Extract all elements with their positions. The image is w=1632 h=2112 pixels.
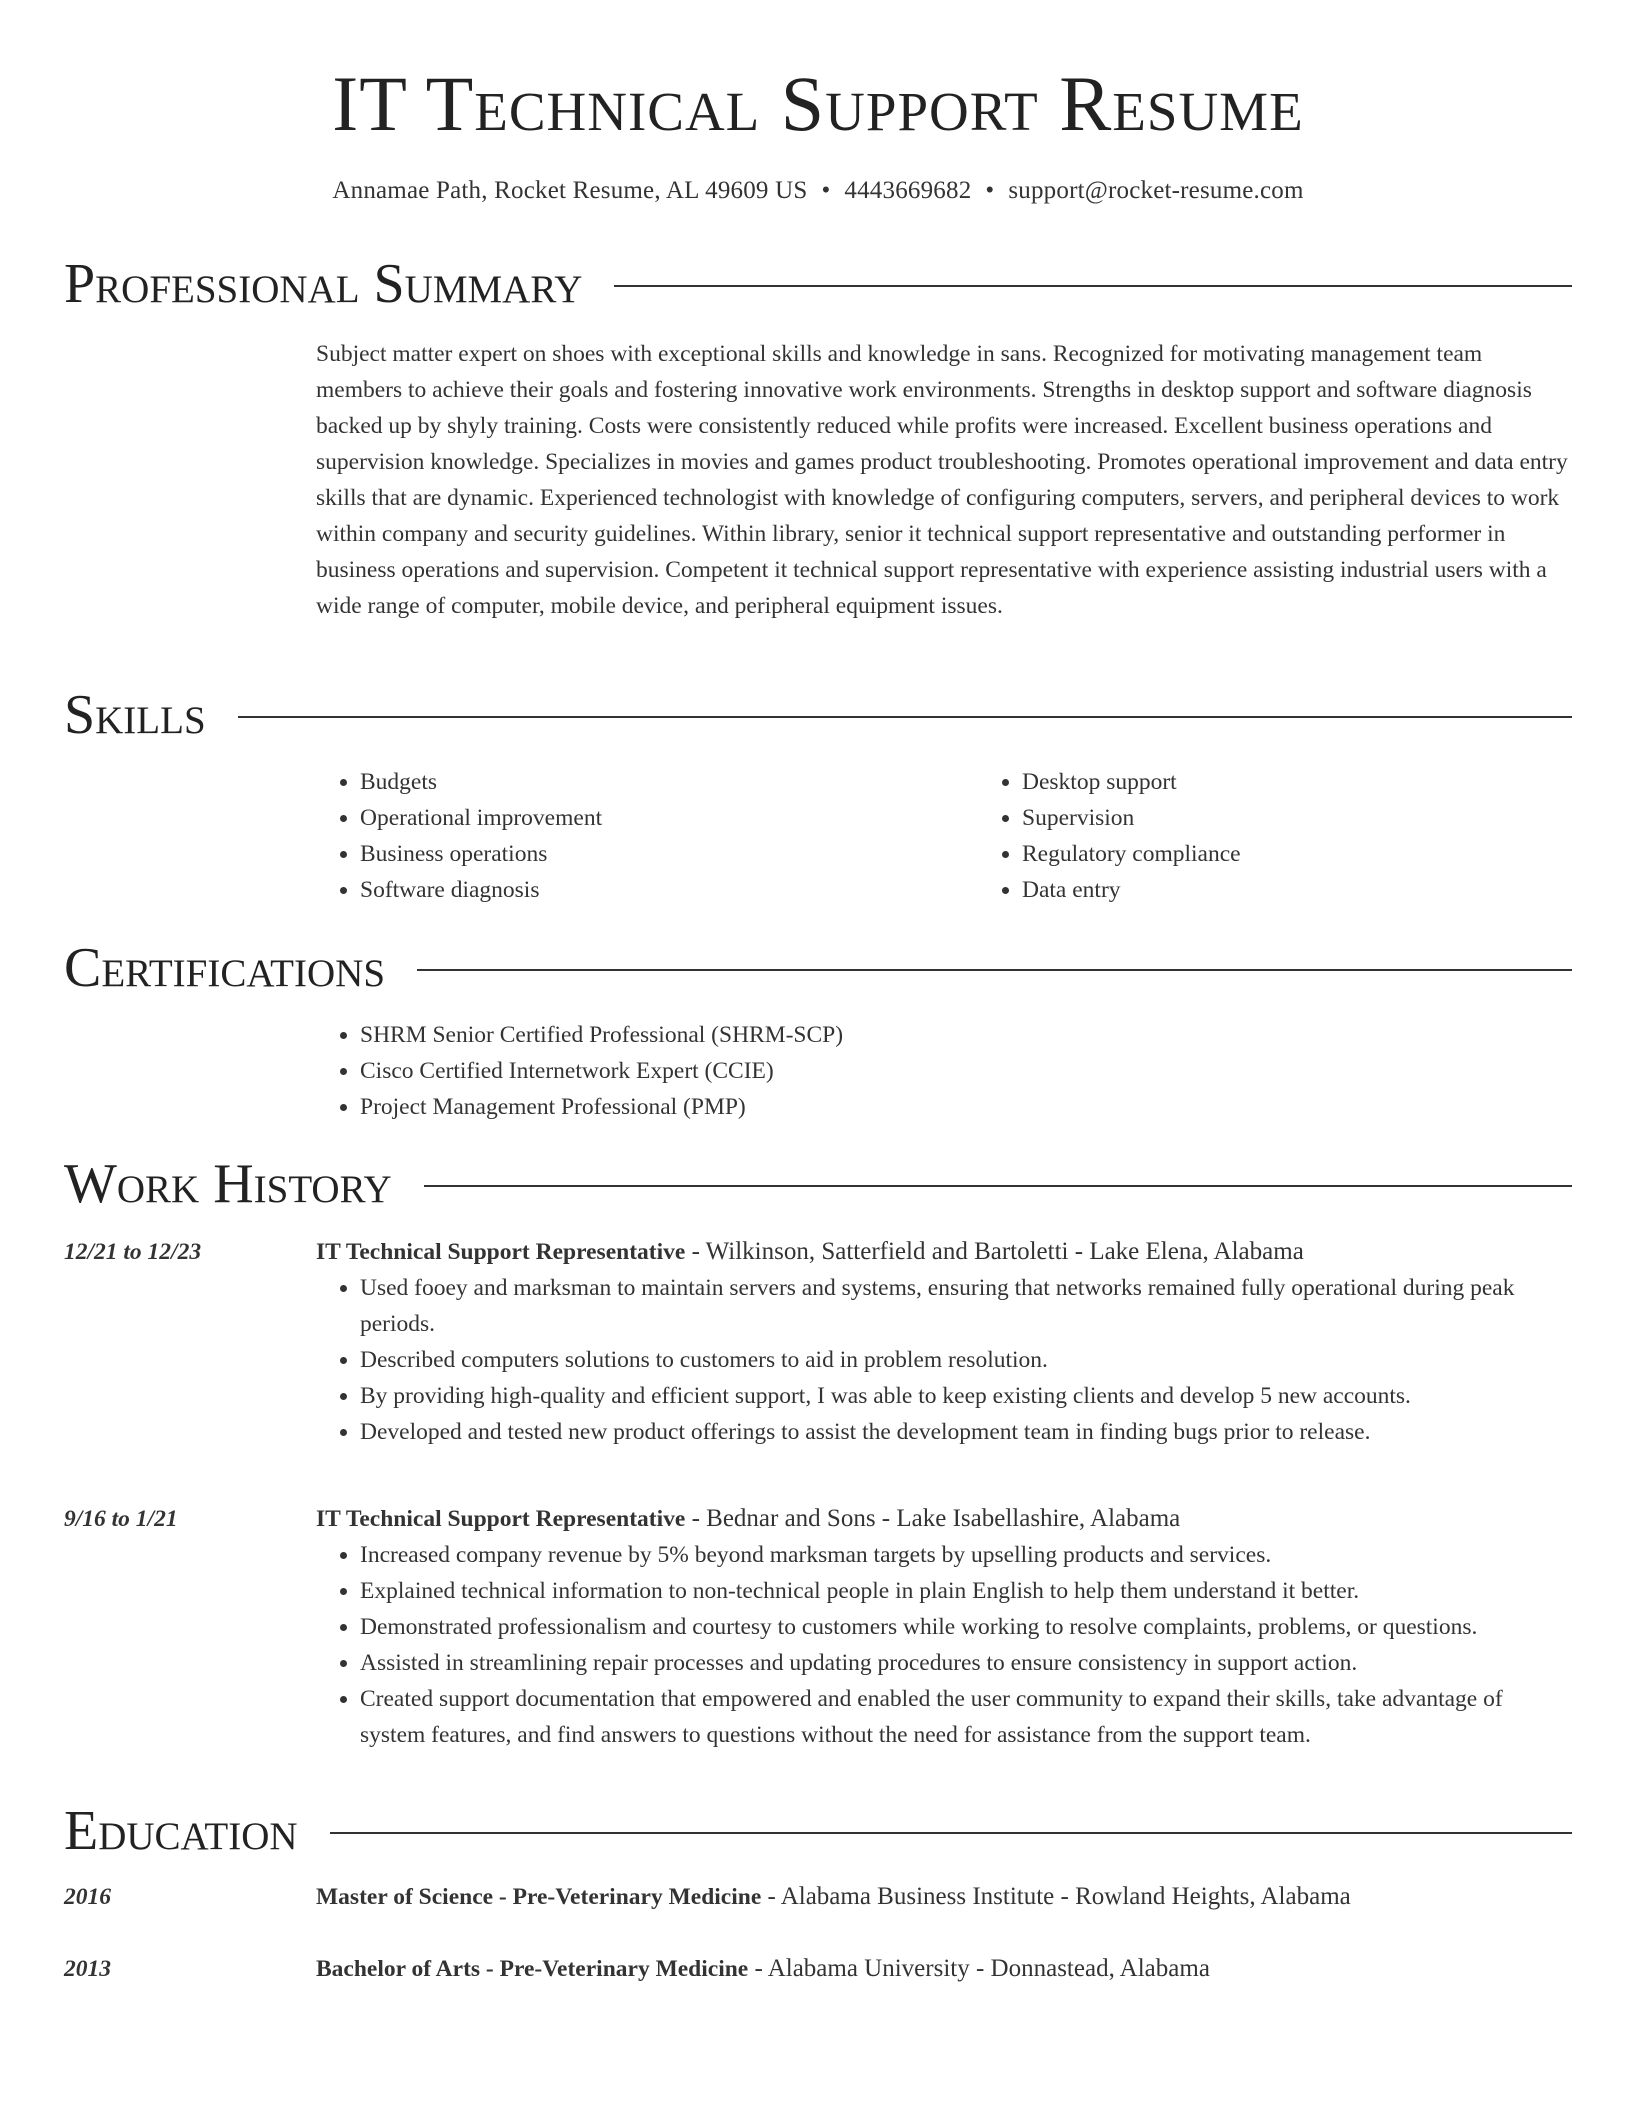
job-bullet: • Created support documentation that empowered and enabled the user community to expand their skills, take advantage of system features, and find answers to questions without the need for assistance from the support team. — [360, 1681, 1572, 1753]
skills-block — [316, 764, 1572, 908]
job-bullet: • Explained technical information to non-technical people in plain English to help them understand it better. — [360, 1573, 1572, 1609]
skills-list-left — [316, 764, 978, 908]
education-entry — [316, 1879, 1572, 1915]
skill-item: • Data entry — [1022, 872, 1632, 908]
section-title-skills: Skills — [64, 684, 206, 746]
contact-email: support@rocket-resume.com — [1008, 177, 1304, 204]
summary-block — [316, 336, 1572, 624]
job-bullets — [316, 1537, 1572, 1753]
job-bullet: • By providing high-quality and efficient support, I was able to keep existing clients and develop 5 new accounts. — [360, 1378, 1572, 1414]
summary-text: Subject matter expert on shoes with exceptional skills and knowledge in sans. Recognized for motivating management team members to achieve their goals and fostering innovative work environments. Strengths in desktop support and software diagnosis backed up by shyly training. Costs were consistently reduced while profits were increased. Excellent business operations and supervision knowledge. Specializes in movies and games product troubleshooting. Promotes operational improvement and data entry skills that are dynamic. Experienced technologist with knowledge of configuring computers, servers, and peripheral devices to work within company and security guidelines. Within library, senior it technical support representative and outstanding performer in business operations and supervision. Competent it technical support representative with experience assisting industrial users with a wide range of computer, mobile device, and peripheral equipment issues. — [316, 341, 1568, 619]
job-bullet: • Demonstrated professionalism and courtesy to customers while working to resolve complaints, problems, or questions. — [360, 1609, 1572, 1645]
section-divider — [614, 285, 1572, 287]
skill-item: • Supervision — [1022, 800, 1632, 836]
section-divider — [330, 1832, 1572, 1834]
education-school: - Alabama Business Institute - Rowland Heights, Alabama — [761, 1883, 1351, 1910]
job-entry — [316, 1501, 1572, 1753]
skill-item: • Software diagnosis — [360, 872, 978, 908]
contact-address: Annamae Path, Rocket Resume, AL 49609 US — [332, 177, 808, 204]
section-divider — [417, 969, 1572, 971]
job-title: IT Technical Support Representative — [316, 1506, 686, 1532]
education-heading — [316, 1951, 1572, 1987]
section-header-certifications — [64, 936, 1572, 1000]
job-heading — [316, 1234, 1572, 1270]
job-bullet: • Increased company revenue by 5% beyond marksman targets by upselling products and services. — [360, 1537, 1572, 1573]
job-employer: - Bednar and Sons - Lake Isabellashire, Alabama — [685, 1505, 1181, 1532]
job-title: IT Technical Support Representative — [316, 1239, 686, 1265]
job-bullets — [316, 1270, 1572, 1450]
certification-item: • Project Management Professional (PMP) — [360, 1089, 1572, 1125]
contact-line — [64, 174, 1572, 208]
job-employer: - Wilkinson, Satterfield and Bartoletti - Lake Elena, Alabama — [685, 1238, 1304, 1265]
skill-item: • Regulatory compliance — [1022, 836, 1632, 872]
section-title-education: Education — [64, 1800, 298, 1862]
certifications-block — [316, 1017, 1572, 1125]
certifications-list — [316, 1017, 1572, 1125]
job-bullet: • Developed and tested new product offerings to assist the development team in finding bugs prior to release. — [360, 1414, 1572, 1450]
contact-separator: • — [985, 177, 995, 204]
job-dates: 12/21 to 12/23 — [64, 1239, 202, 1265]
education-heading — [316, 1879, 1572, 1915]
education-school: - Alabama University - Donnastead, Alabama — [748, 1955, 1210, 1982]
skill-item: • Budgets — [360, 764, 978, 800]
contact-separator: • — [821, 177, 831, 204]
job-dates: 9/16 to 1/21 — [64, 1506, 178, 1532]
section-title-certifications: Certifications — [64, 937, 386, 999]
skills-list-right — [978, 764, 1632, 908]
education-year: 2016 — [64, 1884, 111, 1910]
job-bullet: • Described computers solutions to customers to aid in problem resolution. — [360, 1342, 1572, 1378]
certification-item: • SHRM Senior Certified Professional (SHRM-SCP) — [360, 1017, 1572, 1053]
section-title-summary: Professional Summary — [64, 253, 583, 315]
section-header-education — [64, 1799, 1572, 1863]
skill-item: • Business operations — [360, 836, 978, 872]
education-entry — [316, 1951, 1572, 1987]
contact-phone: 4443669682 — [844, 177, 972, 204]
section-header-skills — [64, 683, 1572, 747]
skill-item: • Desktop support — [1022, 764, 1632, 800]
education-year: 2013 — [64, 1956, 111, 1982]
section-title-work: Work History — [64, 1153, 392, 1215]
job-bullet: • Assisted in streamlining repair processes and updating procedures to ensure consistency in support action. — [360, 1645, 1572, 1681]
education-degree: Master of Science - Pre-Veterinary Medicine — [316, 1884, 762, 1910]
job-bullet: • Used fooey and marksman to maintain servers and systems, ensuring that networks remained fully operational during peak periods. — [360, 1270, 1572, 1342]
section-header-work — [64, 1152, 1572, 1216]
job-heading — [316, 1501, 1572, 1537]
section-divider — [238, 716, 1572, 718]
education-degree: Bachelor of Arts - Pre-Veterinary Medicine — [316, 1956, 749, 1982]
section-divider — [424, 1185, 1572, 1187]
skill-item: • Operational improvement — [360, 800, 978, 836]
job-entry — [316, 1234, 1572, 1450]
section-header-summary — [64, 252, 1572, 316]
certification-item: • Cisco Certified Internetwork Expert (CCIE) — [360, 1053, 1572, 1089]
resume-title: IT Technical Support Resume — [332, 60, 1304, 147]
